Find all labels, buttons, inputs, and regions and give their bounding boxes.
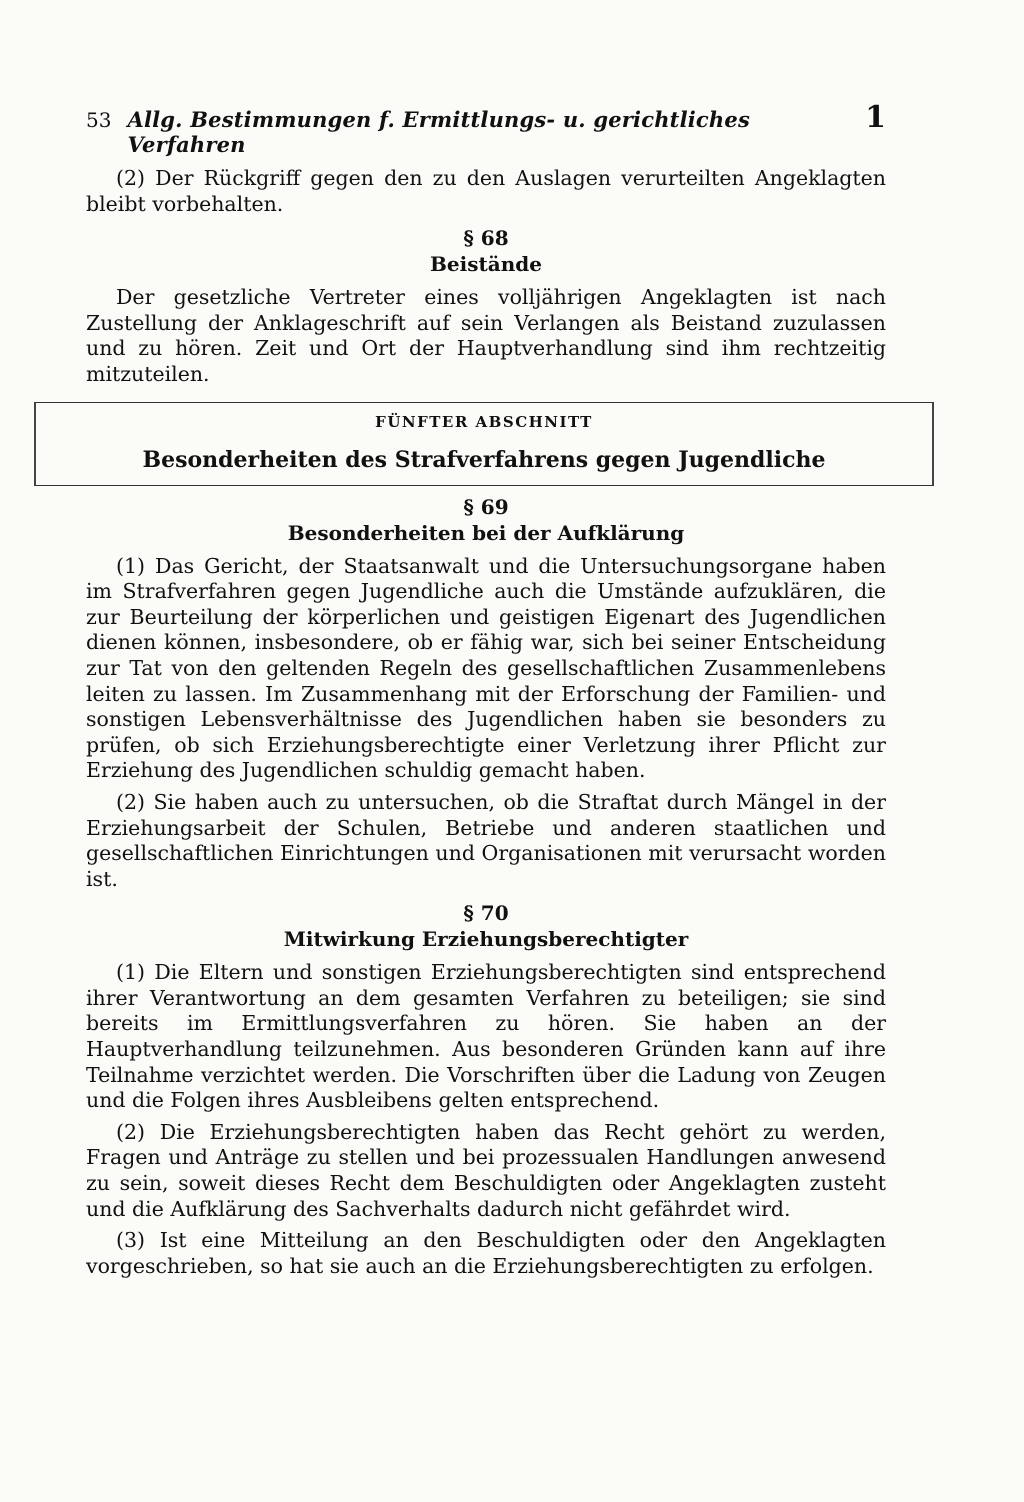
s70-p1: (1) Die Eltern und sonstigen Erziehungsberechtigten sind entsprechend ihrer Verantwortung an dem gesamten Verfahren zu beteiligen; sie sind bereits im Ermittlungsverfahren zu hören. Sie haben an der Hauptverhandlung teilzunehmen. Aus besonderen Gründen kann auf ihre Teilnahme verzichtet werden. Die Vorschriften über die Ladung von Zeugen und die Folgen ihres Ausbleibens gelten entsprechend. [86,960,886,1113]
running-title: Allg. Bestimmungen f. Ermittlungs- u. gerichtliches Verfahren [127,107,750,157]
intro-paragraph: (2) Der Rückgriff gegen den zu den Auslagen verurteilten Angeklagten bleibt vorbehalten. [86,166,886,216]
section-title-69: Besonderheiten bei der Aufklärung [287,520,685,545]
chapter-label: FÜNFTER ABSCHNITT [375,412,593,431]
section-sign-69: § 69 [463,494,509,519]
running-header [86,100,886,157]
page-number: 53 [86,108,112,132]
s68-text: Der gesetzliche Vertreter eines volljährigen Angeklagten ist nach Zustellung der Anklageschrift auf sein Verlangen als Beistand zuzulassen und zu hören. Zeit und Ort der Hauptverhandlung sind ihm rechtzeitig mitzuteilen. [86,285,886,386]
s70-p3: (3) Ist eine Mitteilung an den Beschuldigten oder den Angeklagten vorgeschrieben, so hat sie auch an die Erziehungsberechtigten zu erfolgen. [86,1228,886,1278]
chapter-number: 1 [865,100,886,135]
s69-p1: (1) Das Gericht, der Staatsanwalt und die Untersuchungsorgane haben im Strafverfahren gegen Jugendliche auch die Umstände aufzuklären, die zur Beurteilung der körperlichen und geistigen Eigenart des Jugendlichen dienen können, insbesondere, ob er fähig war, sich bei seiner Entscheidung zur Tat von den geltenden Regeln des gesellschaftlichen Zusammenlebens leiten zu lassen. Im Zusammenhang mit der Erforschung der Familien- und sonstigen Lebensverhältnisse des Jugendlichen haben sie besonders zu prüfen, ob sich Erziehungsberechtigte einer Verletzung ihrer Pflicht zur Erziehung des Jugendlichen schuldig gemacht haben. [86,553,886,783]
document-page [86,100,886,1279]
section-sign-70: § 70 [463,901,509,926]
s70-p2: (2) Die Erziehungsberechtigten haben das Recht gehört zu werden, Fragen und Anträge zu stellen und bei prozessualen Handlungen anwesend zu sein, soweit dieses Recht dem Beschuldigten oder Angeklagten zusteht und die Aufklärung des Sachverhalts dadurch nicht gefährdet wird. [86,1119,886,1221]
chapter-title: Besonderheiten des Strafverfahrens gegen Jugendliche [142,446,826,473]
chapter-box [34,402,934,486]
section-title-68: Beistände [430,252,542,277]
s69-p2: (2) Sie haben auch zu untersuchen, ob die Straftat durch Mängel in der Erziehungsarbeit der Schulen, Betriebe und anderen staatlichen und gesellschaftlichen Einrichtungen und Organisationen mit verursacht worden ist. [86,789,886,891]
section-sign-68: § 68 [463,226,509,251]
section-title-70: Mitwirkung Erziehungsberechtigter [283,927,689,952]
